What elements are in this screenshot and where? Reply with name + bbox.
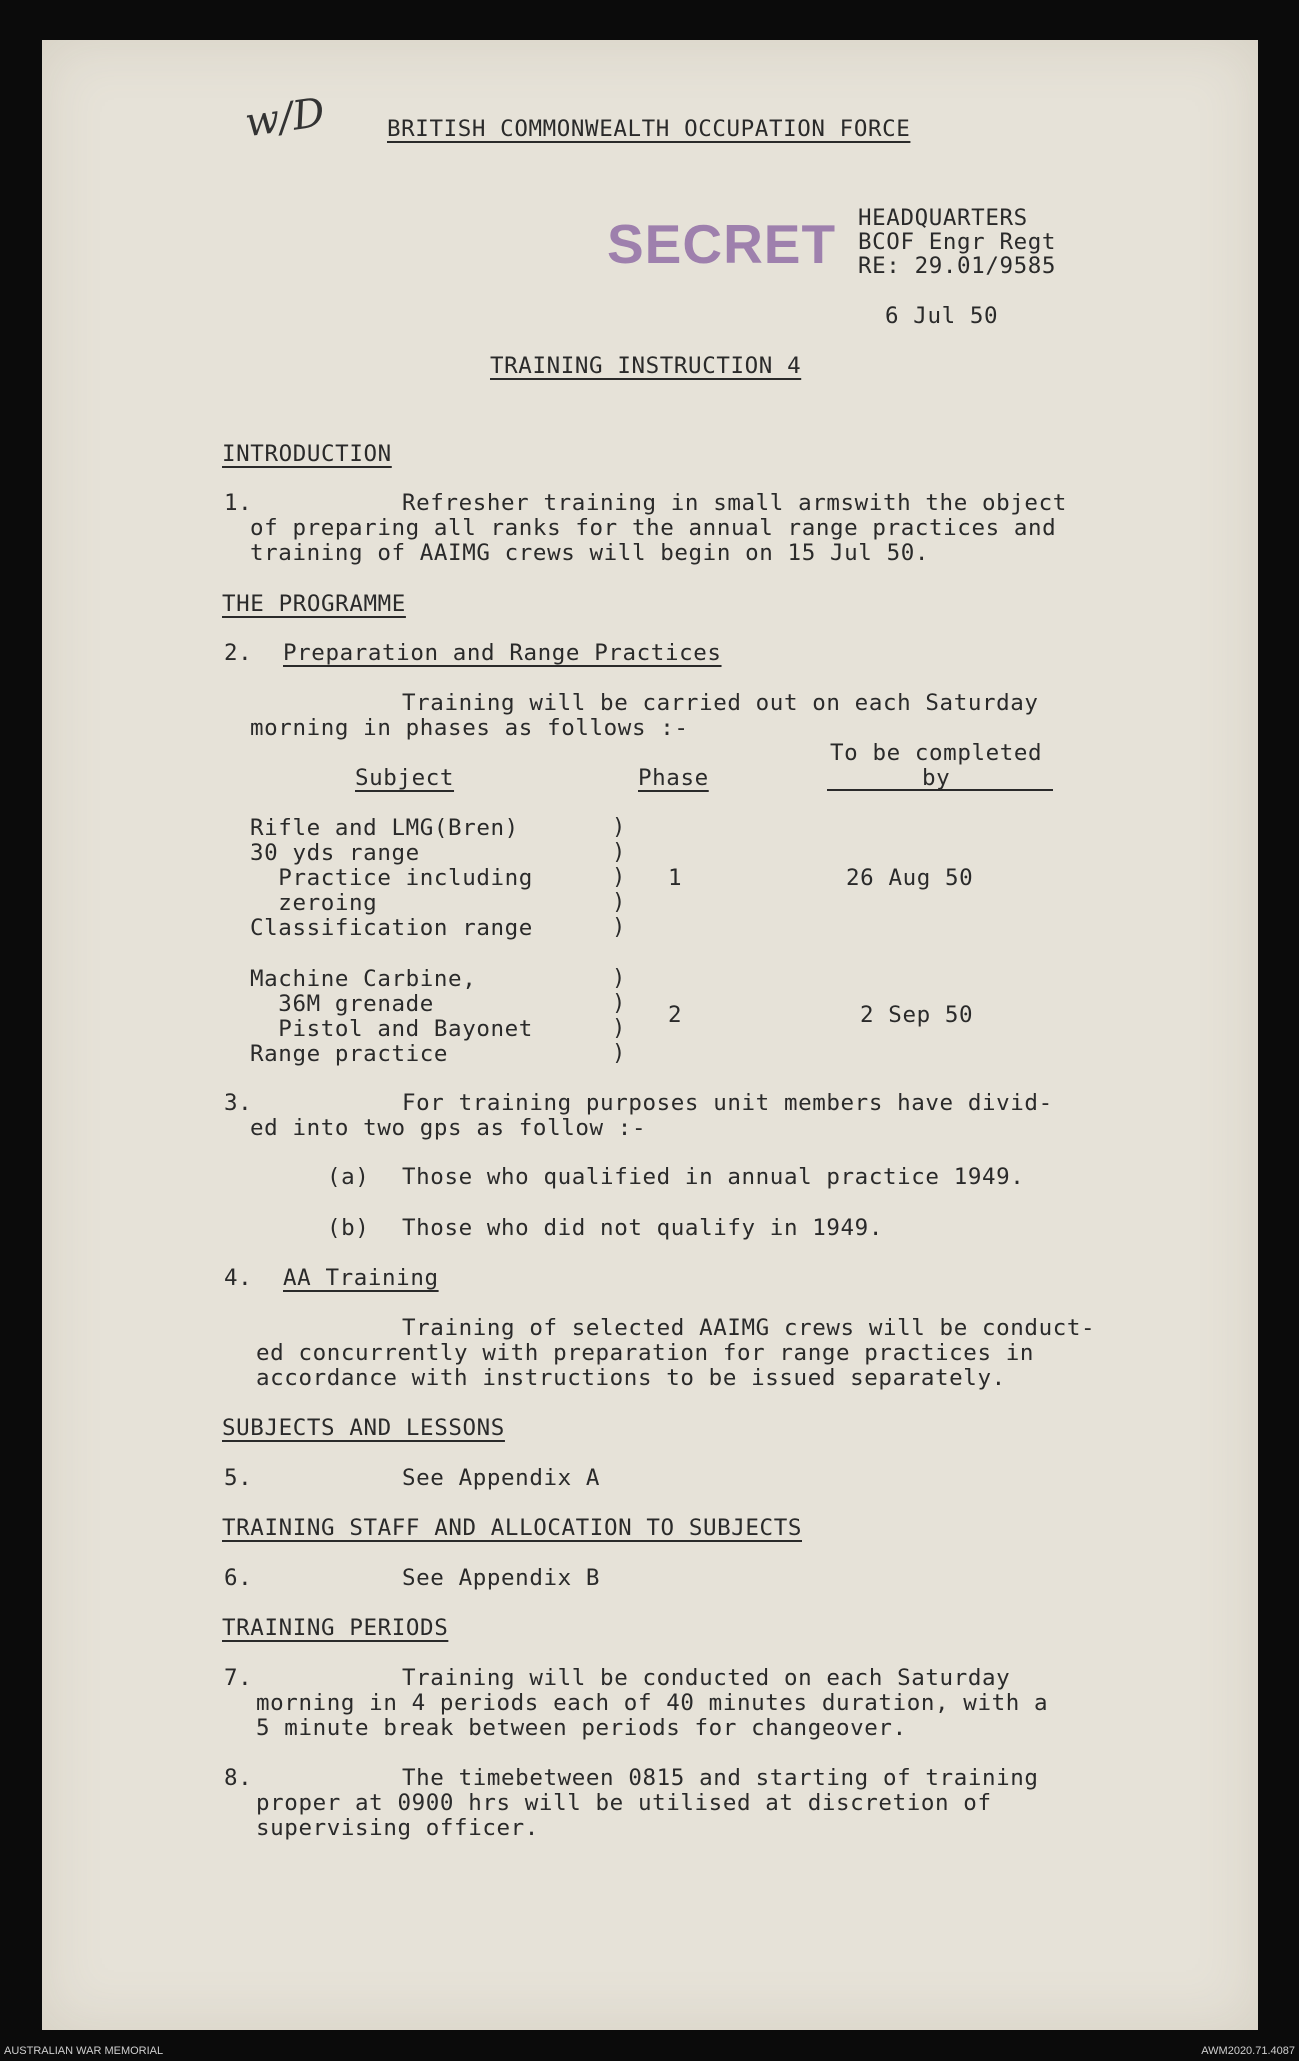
subheading-range-practices: Preparation and Range Practices — [283, 640, 722, 666]
list-item-b: Those who did not qualify in 1949. — [402, 1215, 883, 1241]
address-line-2: BCOF Engr Regt — [858, 229, 1057, 255]
bracket-mark: ) — [612, 1016, 626, 1041]
paragraph-line: ed into two gps as follow :- — [250, 1115, 647, 1141]
table-subject-line: zeroing — [250, 890, 378, 916]
paragraph-number: 1. — [224, 490, 253, 516]
paragraph-line: accordance with instructions to be issued separately. — [256, 1365, 1006, 1391]
table-subject-line: Pistol and Bayonet — [250, 1016, 533, 1042]
paragraph-number: 5. — [224, 1465, 253, 1491]
paragraph-line: Training will be conducted on each Saturday — [402, 1665, 1011, 1691]
bracket-mark: ) — [612, 865, 626, 890]
paragraph-line: Refresher training in small armswith the object — [402, 490, 1067, 516]
paragraph-line: 5 minute break between periods for changeover. — [256, 1715, 907, 1741]
table-header-phase: Phase — [638, 765, 709, 791]
table-subject-line: 36M grenade — [250, 991, 434, 1017]
paragraph-line: Training of selected AAIMG crews will be conduct- — [402, 1315, 1096, 1341]
table-completion-date: 26 Aug 50 — [846, 865, 974, 891]
paragraph-line: See Appendix A — [402, 1465, 601, 1491]
footer-catalogue-number: AWM2020.71.4087 — [1201, 2045, 1295, 2057]
paragraph-number: 3. — [224, 1090, 253, 1116]
handwritten-note: w/D — [242, 89, 328, 147]
paragraph-line: The timebetween 0815 and starting of training — [402, 1765, 1039, 1791]
list-item-a: Those who qualified in annual practice 1949. — [402, 1164, 1025, 1190]
reference-number: RE: 29.01/9585 — [858, 253, 1057, 279]
bracket-mark: ) — [612, 991, 626, 1016]
bracket-mark: ) — [612, 890, 626, 915]
secret-stamp: SECRET — [607, 213, 837, 275]
section-heading-periods: TRAINING PERIODS — [222, 1615, 449, 1641]
table-phase: 1 — [668, 865, 683, 891]
paragraph-line: ed concurrently with preparation for range practices in — [256, 1340, 1035, 1366]
paragraph-number: 7. — [224, 1665, 253, 1691]
paragraph-line: proper at 0900 hrs will be utilised at discretion of — [256, 1790, 992, 1816]
table-completion-date: 2 Sep 50 — [860, 1002, 974, 1028]
list-label-b: (b) — [327, 1215, 370, 1241]
list-label-a: (a) — [327, 1164, 370, 1190]
table-subject-line: Practice including — [250, 865, 533, 891]
paragraph-number: 2. — [224, 640, 253, 666]
table-subject-line: Classification range — [250, 915, 533, 941]
table-phase: 2 — [668, 1002, 683, 1028]
paragraph-line: of preparing all ranks for the annual range practices and — [250, 515, 1057, 541]
document-title: TRAINING INSTRUCTION 4 — [490, 353, 802, 379]
section-heading-subjects: SUBJECTS AND LESSONS — [222, 1415, 505, 1441]
paragraph-line: For training purposes unit members have divid- — [402, 1090, 1053, 1116]
paragraph-line: Training will be carried out on each Saturday — [402, 690, 1039, 716]
table-subject-line: Range practice — [250, 1041, 449, 1067]
bracket-mark: ) — [612, 815, 626, 840]
bracket-mark: ) — [612, 840, 626, 865]
bracket-mark: ) — [612, 1041, 626, 1066]
footer-archive-name: AUSTRALIAN WAR MEMORIAL — [4, 2045, 164, 2057]
paragraph-line: training of AAIMG crews will begin on 15 Jul 50. — [250, 540, 930, 566]
table-header-by: by — [922, 765, 951, 791]
document-date: 6 Jul 50 — [885, 303, 999, 329]
paragraph-line: morning in 4 periods each of 40 minutes duration, with a — [256, 1690, 1049, 1716]
section-heading-programme: THE PROGRAMME — [222, 591, 406, 617]
table-header-completed: To be completed — [830, 740, 1043, 766]
paragraph-number: 4. — [224, 1265, 253, 1291]
bracket-mark: ) — [612, 915, 626, 940]
paragraph-number: 6. — [224, 1565, 253, 1591]
address-line-1: HEADQUARTERS — [858, 205, 1028, 231]
section-heading-introduction: INTRODUCTION — [222, 441, 392, 467]
document-header: BRITISH COMMONWEALTH OCCUPATION FORCE — [387, 116, 911, 142]
paragraph-line: See Appendix B — [402, 1565, 601, 1591]
table-header-subject: Subject — [355, 765, 455, 791]
table-header-rule — [827, 789, 1053, 791]
table-subject-line: Rifle and LMG(Bren) — [250, 815, 519, 841]
paragraph-number: 8. — [224, 1765, 253, 1791]
paragraph-line: morning in phases as follows :- — [250, 715, 689, 741]
bracket-mark: ) — [612, 966, 626, 991]
paragraph-line: supervising officer. — [256, 1815, 539, 1841]
section-heading-staff: TRAINING STAFF AND ALLOCATION TO SUBJECTS — [222, 1515, 802, 1541]
table-subject-line: Machine Carbine, — [250, 966, 477, 992]
subheading-aa-training: AA Training — [283, 1265, 439, 1291]
table-subject-line: 30 yds range — [250, 840, 420, 866]
